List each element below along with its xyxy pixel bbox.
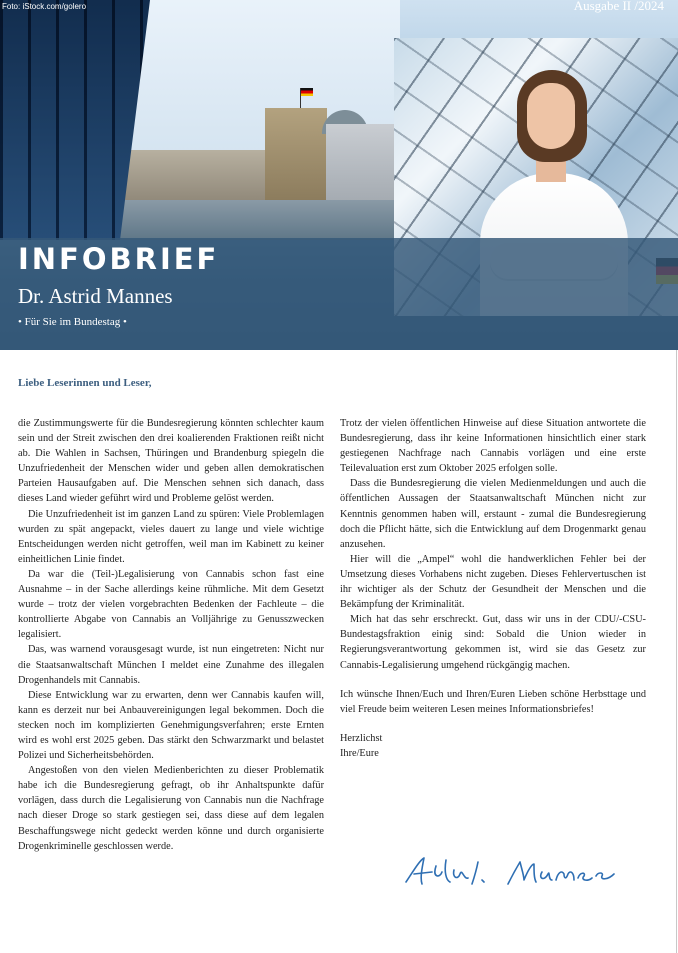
german-flag xyxy=(301,88,313,96)
paragraph: Das, was warnend vorausgesagt wurde, ist nun eingetreten: Nicht nur die Staatsanwaltschaft München I meldet eine Zunahme des illegalen Drogenhandels mit Cannabis. xyxy=(18,644,324,686)
handwritten-signature xyxy=(402,852,622,892)
salutation: Liebe Leserinnen und Leser, xyxy=(18,377,152,389)
paragraph: Trotz der vielen öffentlichen Hinweise auf diese Situation antwortete die Bundesregierung, dass ihr keine Informationen hinsichtlich einer stark gestiegenen Nachfrage nach Cannabis vorlägen und eine erste Teilevaluation erst zum Oktober 2025 erfolgen solle. xyxy=(340,418,646,475)
paragraph: Da war die (Teil-)Legalisierung von Cannabis schon fast eine Ausnahme – in der Sache allerdings keine rühmliche. Mit dem Gesetzt wurde – trotz der vielen vorgebrachten Bedenken der Fachleute – die kontrollierte Abgabe von Cannabis an Volljährige zu Genusszwecken legalisiert. xyxy=(18,568,324,641)
paragraph: Angestoßen von den vielen Medienberichten zu dieser Problematik habe ich die Bundesregierung gefragt, ob ihr Anhaltspunkte dafür vorlägen, dass durch die Legalisierung von Cannabis nun die Nachfrage nach dieser Droge so stark gestiegen sei, dass diese auf dem legalen Beschaffungswege nicht gedeckt werden könne und durch organisierte Drogenkriminelle geschlossen werde. xyxy=(18,765,324,852)
paragraph: die Zustimmungswerte für die Bundesregierung könnten schlechter kaum sein und der Streit zwischen den drei koalierenden Fraktionen reißt nicht ab. Die Wahlen in Sachsen, Thüringen und Brandenburg spiegeln die Unzufriedenheit der Menschen wider und geben allen demokratischen Parteien Hausaufgaben auf. Die Menschen sehnen sich danach, dass dieses Land wieder geführt wird und Probleme gelöst werden. xyxy=(18,418,324,505)
author-name: Dr. Astrid Mannes xyxy=(18,284,173,308)
paragraph: Dass die Bundesregierung die vielen Medienmeldungen und auch die öffentlichen Aussagen der Staatsanwaltschaft München nicht zur Kenntnis genommen haben will, erstaunt - zumal die Bundesregierung doch die Pflicht hätte, sich die Entwicklung auf dem Drogenmarkt genau anzusehen. xyxy=(340,478,646,550)
header-banner xyxy=(0,0,678,350)
letter-column-left xyxy=(18,416,324,854)
city-buildings xyxy=(120,150,265,205)
tagline: • Für Sie im Bundestag • xyxy=(18,316,127,328)
newsletter-title: INFOBRIEF xyxy=(18,242,220,276)
closing-signoff: Ihre/Eure xyxy=(340,747,379,759)
issue-label: Ausgabe II /2024 xyxy=(573,0,664,13)
closing-greeting: Herzlichst xyxy=(340,732,383,744)
paragraph: Hier will die „Ampel“ wohl die handwerklichen Fehler bei der Umsetzung dieses Vorhabens nicht zugeben. Dieses Fehlervertuschen ist ihr wichtiger als der Schutz der Gesundheit der Menschen und die Bekämpfung der Kriminalität. xyxy=(340,553,646,611)
river-water xyxy=(100,200,400,240)
reichstag-building xyxy=(265,108,327,203)
paragraph: Die Unzufriedenheit ist im ganzen Land zu spüren: Viele Problemlagen wurden zu spät angepackt, vieles dauert zu lange und viele wichtige Entscheidungen werden nicht getroffen, weil man im Kabinett zu keiner einheitlichen Linie findet. xyxy=(18,508,324,565)
page-edge-line xyxy=(676,350,677,953)
letter-column-right xyxy=(340,416,646,761)
paragraph: Ich wünsche Ihnen/Euch und Ihren/Euren Lieben schöne Herbsttage und viel Freude beim weiteren Lesen meines Informationsbriefes! xyxy=(340,688,646,715)
paragraph: Diese Entwicklung war zu erwarten, denn wer Cannabis kaufen will, kann es derzeit nur bei Anbauvereinigungen legal bekommen. Doch die stecken noch im komplizierten Genehmigungsverfahren; erste Ernten wird es wohl erst 2025 geben. Das stärkt den Schwarzmarkt und belastet Polizei und Sicherheitsbehörden. xyxy=(18,689,324,762)
paragraph: Mich hat das sehr erschreckt. Gut, dass wir uns in der CDU/-CSU-Bundestagsfraktion einig sind: Sobald die Union wieder in Regierungsverantwortung gekommen ist, wird sie das Gesetz zur Cannabis-Legalisierung umgehend rückgängig machen. xyxy=(340,614,646,671)
portrait-face xyxy=(527,83,575,149)
photo-credit: Foto: iStock.com/golero xyxy=(2,2,87,11)
